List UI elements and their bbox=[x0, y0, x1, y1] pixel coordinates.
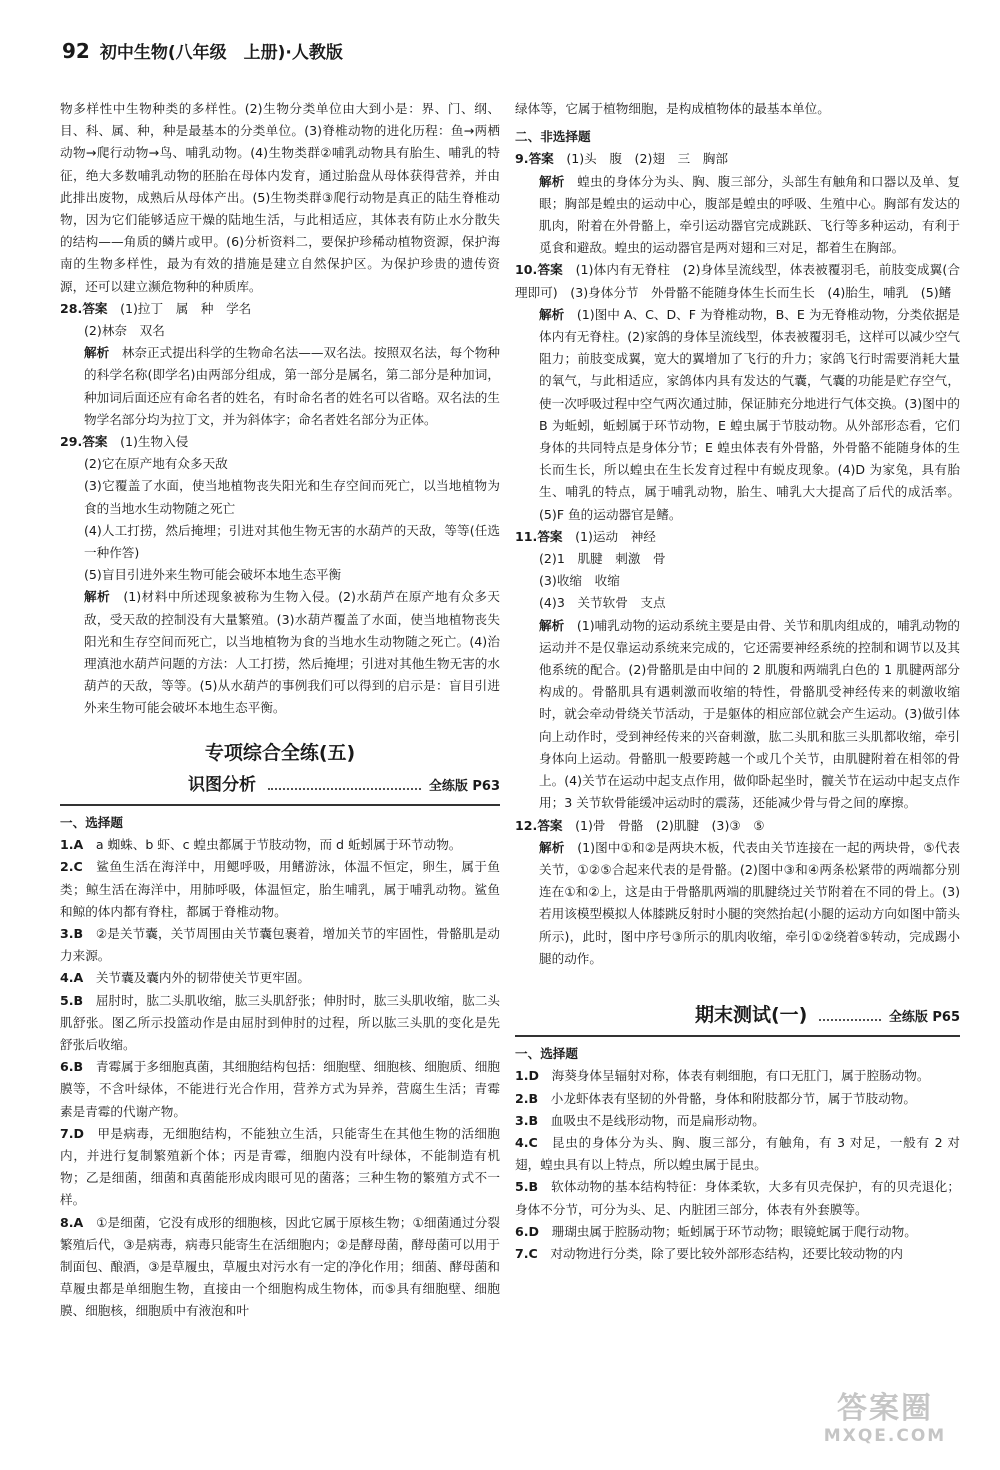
left-column bbox=[60, 98, 500, 1323]
choice-answer-item bbox=[515, 1243, 960, 1265]
leader-dots bbox=[268, 788, 421, 790]
q28-answer-label: 答案 bbox=[82, 300, 108, 316]
q11-answer-2: (2)1 肌腱 刺激 骨 bbox=[539, 551, 666, 567]
choice-answer-text: 甲是病毒，无细胞结构，不能独立生活，只能寄生在其他生物的活细胞内，并进行复制繁殖新个体；丙是青霉，细胞内没有叶绿体，不能制造有机物；乙是细菌，细菌和真菌能形成肉眼可见的菌落；三种生物的繁殖方式不一样。 bbox=[60, 1125, 501, 1208]
q29-analysis-label: 解析 bbox=[84, 589, 111, 605]
q29-answer-4: (4)人工打捞，然后掩埋；引进对其他生物无害的水葫芦的天敌，等等(任选一种作答) bbox=[84, 522, 500, 561]
choice-answer-text: 珊瑚虫属于腔肠动物；蚯蚓属于环节动物；眼镜蛇属于爬行动物。 bbox=[551, 1223, 917, 1239]
q12-analysis-text: (1)图中①和②是两块木板，代表由关节连接在一起的两块骨，⑤代表关节，①②⑤合起来代表的是骨骼。(2)图中③和④两条松紧带的两端都分别连在①和②上，这是由于骨骼肌两端的肌腱绕过关节附着在不同的骨上。(3)若用该模型模拟人体膝跳反射时小腿的突然抬起(小腿的运动方向如图中箭头所示)，此时，图中序号③所示的肌肉收缩，牵引①②绕着⑤转动，完成踢小腿的动作。 bbox=[539, 839, 961, 966]
q29-answer-label: 答案 bbox=[82, 434, 108, 450]
sub-section-header bbox=[60, 774, 500, 806]
choice-answer-item bbox=[515, 1065, 960, 1087]
choice-answer-text: 昆虫的身体分为头、胸、腹三部分，有触角，有 3 对足，一般有 2 对翅，蝗虫具有以上特点，所以蝗虫属于昆虫。 bbox=[515, 1134, 960, 1173]
q28-analysis-label: 解析 bbox=[84, 345, 110, 361]
part-heading-nonchoice: 二、非选择题 bbox=[515, 129, 591, 145]
q29-answer-2: (2)它在原产地有众多天敌 bbox=[84, 456, 228, 472]
q28-number: 28. bbox=[60, 300, 83, 316]
q29-answer-3: (3)它覆盖了水面，使当地植物丧失阳光和生存空间而死亡，以当地植物为食的当地水生动物随之死亡 bbox=[84, 478, 500, 516]
page-number: 92 bbox=[62, 39, 90, 63]
choice-answer-item bbox=[60, 1212, 500, 1323]
q11-analysis bbox=[515, 615, 960, 815]
choice-answer-text: 屈肘时，肱二头肌收缩，肱三头肌舒张；伸肘时，肱三头肌收缩，肱二头肌舒张。图乙所示投篮动作是由屈肘到伸肘的过程，所以肱三头肌的变化是先舒张后收缩。 bbox=[60, 992, 501, 1052]
choice-answer-item bbox=[60, 856, 500, 923]
choice-answer-number: 1.A bbox=[60, 837, 84, 853]
choice-answer-item bbox=[60, 990, 500, 1057]
q29-answer bbox=[60, 431, 500, 453]
choice-answer-number: 7.C bbox=[515, 1245, 538, 1261]
choice-answer-text: 青霉属于多细胞真菌，其细胞结构包括：细胞壁、细胞核、细胞质、细胞膜等，不含叶绿体，不能进行光合作用，营养方式为异养，营腐生生活；青霉素是青霉的代谢产物。 bbox=[60, 1059, 501, 1119]
q29-analysis bbox=[60, 586, 500, 719]
choice-answer-number: 8.A bbox=[60, 1214, 84, 1230]
choice-answer-text: ①是细菌，它没有成形的细胞核，因此它属于原核生物；①细菌通过分裂繁殖后代，③是病毒，病毒只能寄生在活细胞内；②是酵母菌，酵母菌可以用于制面包、酿酒，③是草履虫，草履虫对污水有一定的净化作用；细菌、酵母菌和草履虫都是单细胞生物，直接由一个细胞构成生物体，而⑤具有细胞壁、细胞膜、细胞核，细胞质中有液泡和叶 bbox=[60, 1214, 500, 1319]
q10-answer-text: (1)体内有无脊柱 (2)身体呈流线型，体表被覆羽毛，前肢变成翼(合理即可) (3)身体分节 外骨骼不能随身体生长而生长 (4)胎生，哺乳 (5)鳍 bbox=[515, 262, 961, 300]
q12-analysis bbox=[515, 837, 960, 970]
leader-dots bbox=[819, 1019, 880, 1021]
q9-analysis-label: 解析 bbox=[539, 173, 565, 189]
choice-answer-number: 6.B bbox=[60, 1059, 84, 1075]
choice-answer-number: 3.B bbox=[60, 925, 84, 941]
choice-answer-text: 小龙虾体表有坚韧的外骨骼，身体和附肢都分节，属于节肢动物。 bbox=[550, 1090, 916, 1106]
choice-answer-number: 4.C bbox=[515, 1134, 538, 1150]
q11-answer-1: (1)运动 神经 bbox=[575, 528, 656, 544]
paragraph-continued: 物多样性中生物种类的多样性。(2)生物分类单位由大到小是：界、门、纲、目、科、属、种，种是最基本的分类单位。(3)脊椎动物的进化历程：鱼→两栖动物→爬行动物→鸟、哺乳动物。(4)生物类群②哺乳动物具有胎生、哺乳的特征，绝大多数哺乳动物的胚胎在母体内发育，通过胎盘从母体获得营养，并由此排出废物，成熟后从母体产出。(5)生物类群③爬行动物是真正的陆生脊椎动物，因为它们能够适应干燥的陆地生活，与此相适应，其体表有防止水分散失的结构——角质的鳞片或甲。(6)分析资料二，要保护珍稀动植物资源，保护海南的生物多样性，最为有效的措施是建立自然保护区。为保护珍贵的遗传资源，还可以建立濒危物种的种质库。 bbox=[60, 101, 500, 294]
q28-answer-1: (1)拉丁 属 种 学名 bbox=[120, 300, 252, 316]
q9-answer-label: 答案 bbox=[528, 151, 554, 167]
q10-answer-label: 答案 bbox=[537, 262, 563, 278]
choice-answer-number: 2.B bbox=[515, 1090, 539, 1106]
watermark-line-1: 答案圈 bbox=[837, 1391, 933, 1426]
choice-answer-text: 鲨鱼生活在海洋中，用鳃呼吸，用鳍游泳，体温不恒定，卵生，属于鱼类；鲸生活在海洋中，用肺呼吸，体温恒定，胎生哺乳，属于哺乳动物。鲨鱼和鲸的体内都有脊柱，都属于脊椎动物。 bbox=[60, 859, 501, 919]
watermark-logo bbox=[800, 1392, 970, 1452]
q9-answer bbox=[515, 148, 960, 170]
choice-answer-item bbox=[60, 923, 500, 967]
choice-answer-number: 4.A bbox=[60, 970, 84, 986]
choice-answer-item bbox=[60, 1056, 500, 1123]
q11-analysis-text: (1)哺乳动物的运动系统主要是由骨、关节和肌肉组成的，哺乳动物的运动并不是仅靠运动系统来完成的，它还需要神经系统的控制和调节以及其他系统的配合。(2)骨骼肌是由中间的 2 肌腹和两端乳白色的 1 肌腱两部分构成的。骨骼肌具有遇刺激而收缩的特性，骨骼肌受神经传来的刺激收缩时，就会牵动骨绕关节活动，于是躯体的相应部位就会产生运动。(3)做引体向上动作时，受到神经传来的兴奋刺激，肱二头肌和肱三头肌都收缩，牵引身体向上运动。骨骼肌一般要跨越一个或几个关节，由肌腱附着在相邻的骨上。(4)关节在运动中起支点作用，做仰卧起坐时，髋关节在运动中起支点作用；3 关节软骨能缓冲运动时的震荡，还能减少骨与骨之间的摩擦。 bbox=[539, 617, 961, 811]
choice-answer-item bbox=[60, 834, 500, 856]
right-column bbox=[515, 98, 960, 1265]
q9-analysis-text: 蝗虫的身体分为头、胸、腹三部分，头部生有触角和口器以及单、复眼；胸部是蝗虫的运动中心，腹部是蝗虫的呼吸、生殖中心。胸部有发达的肌肉，附着在外骨骼上，牵引运动器官完成跳跃、飞行等多种运动，有利于觅食和避敌。蝗虫的运动器官是两对翅和三对足，都着生在胸部。 bbox=[539, 173, 961, 256]
part-heading-choice: 一、选择题 bbox=[515, 1046, 578, 1062]
choice-answer-text: 关节囊及囊内外的韧带使关节更牢固。 bbox=[95, 970, 310, 986]
q10-number: 10. bbox=[515, 262, 538, 278]
choice-answer-number: 5.B bbox=[60, 992, 84, 1008]
choice-answer-item bbox=[515, 1176, 960, 1220]
q12-answer-label: 答案 bbox=[537, 817, 563, 833]
choice-answer-number: 2.C bbox=[60, 859, 83, 875]
q11-answer-3: (3)收缩 收缩 bbox=[539, 573, 620, 589]
part-heading-choice: 一、选择题 bbox=[60, 814, 123, 830]
page-header bbox=[62, 38, 942, 64]
q9-number: 9. bbox=[515, 151, 529, 167]
q29-number: 29. bbox=[60, 434, 83, 450]
q12-answer-text: (1)骨 骨骼 (2)肌腱 (3)③ ⑤ bbox=[575, 817, 765, 833]
choice-answer-text: 软体动物的基本结构特征：身体柔软，大多有贝壳保护，有的贝壳退化；身体不分节，可分为头、足、内脏团三部分，体表有外套膜等。 bbox=[515, 1179, 961, 1217]
final-test-header bbox=[515, 1004, 960, 1037]
choice-answer-list bbox=[515, 1065, 960, 1265]
q10-answer bbox=[515, 259, 960, 303]
choice-answer-text: ②是关节囊，关节周围由关节囊包裹着，增加关节的牢固性，骨骼肌是动力来源。 bbox=[60, 925, 500, 964]
sub-section-title: 识图分析 bbox=[188, 774, 256, 795]
q12-answer bbox=[515, 815, 960, 837]
choice-answer-text: 血吸虫不是线形动物，而是扁形动物。 bbox=[550, 1112, 765, 1128]
q11-answer bbox=[515, 526, 960, 548]
q10-analysis-text: (1)图中 A、C、D、F 为脊椎动物，B、E 为无脊椎动物，分类依据是体内有无脊柱。(2)家鸽的身体呈流线型，体表被覆羽毛，这样可以减少空气阻力；前肢变成翼，宽大的翼增加了飞行的升力；家鸽飞行时需要消耗大量的氧气，与此相适应，家鸽体内具有发达的气囊，气囊的功能是贮存空气，使一次呼吸过程中空气两次通过肺，保证肺充分地进行气体交换。(3)图中的 B 为蚯蚓，蚯蚓属于环节动物，E 蝗虫属于节肢动物。从外部形态看，它们身体的共同特点是身体分节；E 蝗虫体表有外骨骼，外骨骼不能随身体的生长而生长，所以蝗虫在生长发育过程中有蜕皮现象。(4)D 为家兔，具有胎生、哺乳的特点，属于哺乳动物，胎生、哺乳大大提高了后代的成活率。(5)F 鱼的运动器官是鳍。 bbox=[539, 306, 961, 522]
choice-answer-text: 海葵身体呈辐射对称，体表有刺细胞，有口无肛门，属于腔肠动物。 bbox=[551, 1068, 930, 1084]
q29-answer-5: (5)盲目引进外来生物可能会破坏本地生态平衡 bbox=[84, 567, 342, 583]
q12-analysis-label: 解析 bbox=[539, 839, 565, 855]
final-test-page-ref: 全练版 P65 bbox=[888, 1009, 960, 1025]
sub-section-page-ref: 全练版 P63 bbox=[428, 778, 500, 794]
q10-analysis bbox=[515, 304, 960, 526]
choice-answer-item bbox=[515, 1110, 960, 1132]
choice-answer-number: 7.D bbox=[60, 1125, 85, 1141]
q29-answer-1: (1)生物入侵 bbox=[120, 434, 189, 450]
choice-answer-item bbox=[60, 967, 500, 989]
choice-answer-number: 6.D bbox=[515, 1223, 540, 1239]
q11-answer-label: 答案 bbox=[537, 528, 563, 544]
q9-analysis bbox=[515, 171, 960, 260]
choice-answer-item bbox=[515, 1132, 960, 1176]
choice-answer-number: 1.D bbox=[515, 1068, 540, 1084]
q10-analysis-label: 解析 bbox=[539, 306, 565, 322]
q28-analysis bbox=[60, 342, 500, 431]
q11-analysis-label: 解析 bbox=[539, 617, 565, 633]
q28-answer-2: (2)林奈 双名 bbox=[84, 323, 165, 339]
choice-answer-item bbox=[60, 1123, 500, 1212]
choice-answer-text: a 蜘蛛、b 虾、c 蝗虫都属于节肢动物，而 d 蚯蚓属于环节动物。 bbox=[95, 837, 462, 853]
q9-answer-text: (1)头 腹 (2)翅 三 胸部 bbox=[566, 151, 728, 167]
choice-answer-list bbox=[60, 834, 500, 1322]
q11-number: 11. bbox=[515, 528, 538, 544]
q28-analysis-text: 林奈正式提出科学的生物命名法——双名法。按照双名法，每个物种的科学名称(即学名)由两部分组成，第一部分是属名，第二部分是种加词，种加词后面还应有命名者的姓名，有时命名者的姓名可以省略。双名法的生物学名部分均为拉丁文，并为斜体字；命名者姓名部分为正体。 bbox=[84, 345, 501, 427]
book-title: 初中生物(八年级 上册)·人教版 bbox=[99, 43, 343, 63]
q11-answer-4: (4)3 关节软骨 支点 bbox=[539, 595, 666, 611]
q29-analysis-text: (1)材料中所述现象被称为生物入侵。(2)水葫芦在原产地有众多天敌，受天敌的控制没有大量繁殖。(3)水葫芦覆盖了水面，使当地植物丧失阳光和生存空间而死亡，以当地植物为食的当地水生动物随之死亡。(4)治理滇池水葫芦问题的方法：人工打捞，然后掩埋；引进对其他生物无害的水葫芦的天敌，等等。(5)从水葫芦的事例我们可以得到的启示是：盲目引进外来生物可能会破坏本地生态平衡。 bbox=[84, 589, 501, 716]
choice-answer-number: 3.B bbox=[515, 1112, 539, 1128]
paragraph-continued: 绿体等，它属于植物细胞，是构成植物体的最基本单位。 bbox=[515, 101, 830, 116]
q12-number: 12. bbox=[515, 817, 538, 833]
choice-answer-item bbox=[515, 1088, 960, 1110]
choice-answer-text: 对动物进行分类，除了要比较外部形态结构，还要比较动物的内 bbox=[550, 1245, 904, 1261]
final-test-title: 期末测试(一) bbox=[695, 1003, 808, 1026]
choice-answer-number: 5.B bbox=[515, 1179, 539, 1195]
section-title: 专项综合全练(五) bbox=[204, 741, 356, 764]
watermark-line-2: MXQE.COM bbox=[823, 1426, 947, 1446]
choice-answer-item bbox=[515, 1221, 960, 1243]
q28-answer bbox=[60, 298, 500, 320]
